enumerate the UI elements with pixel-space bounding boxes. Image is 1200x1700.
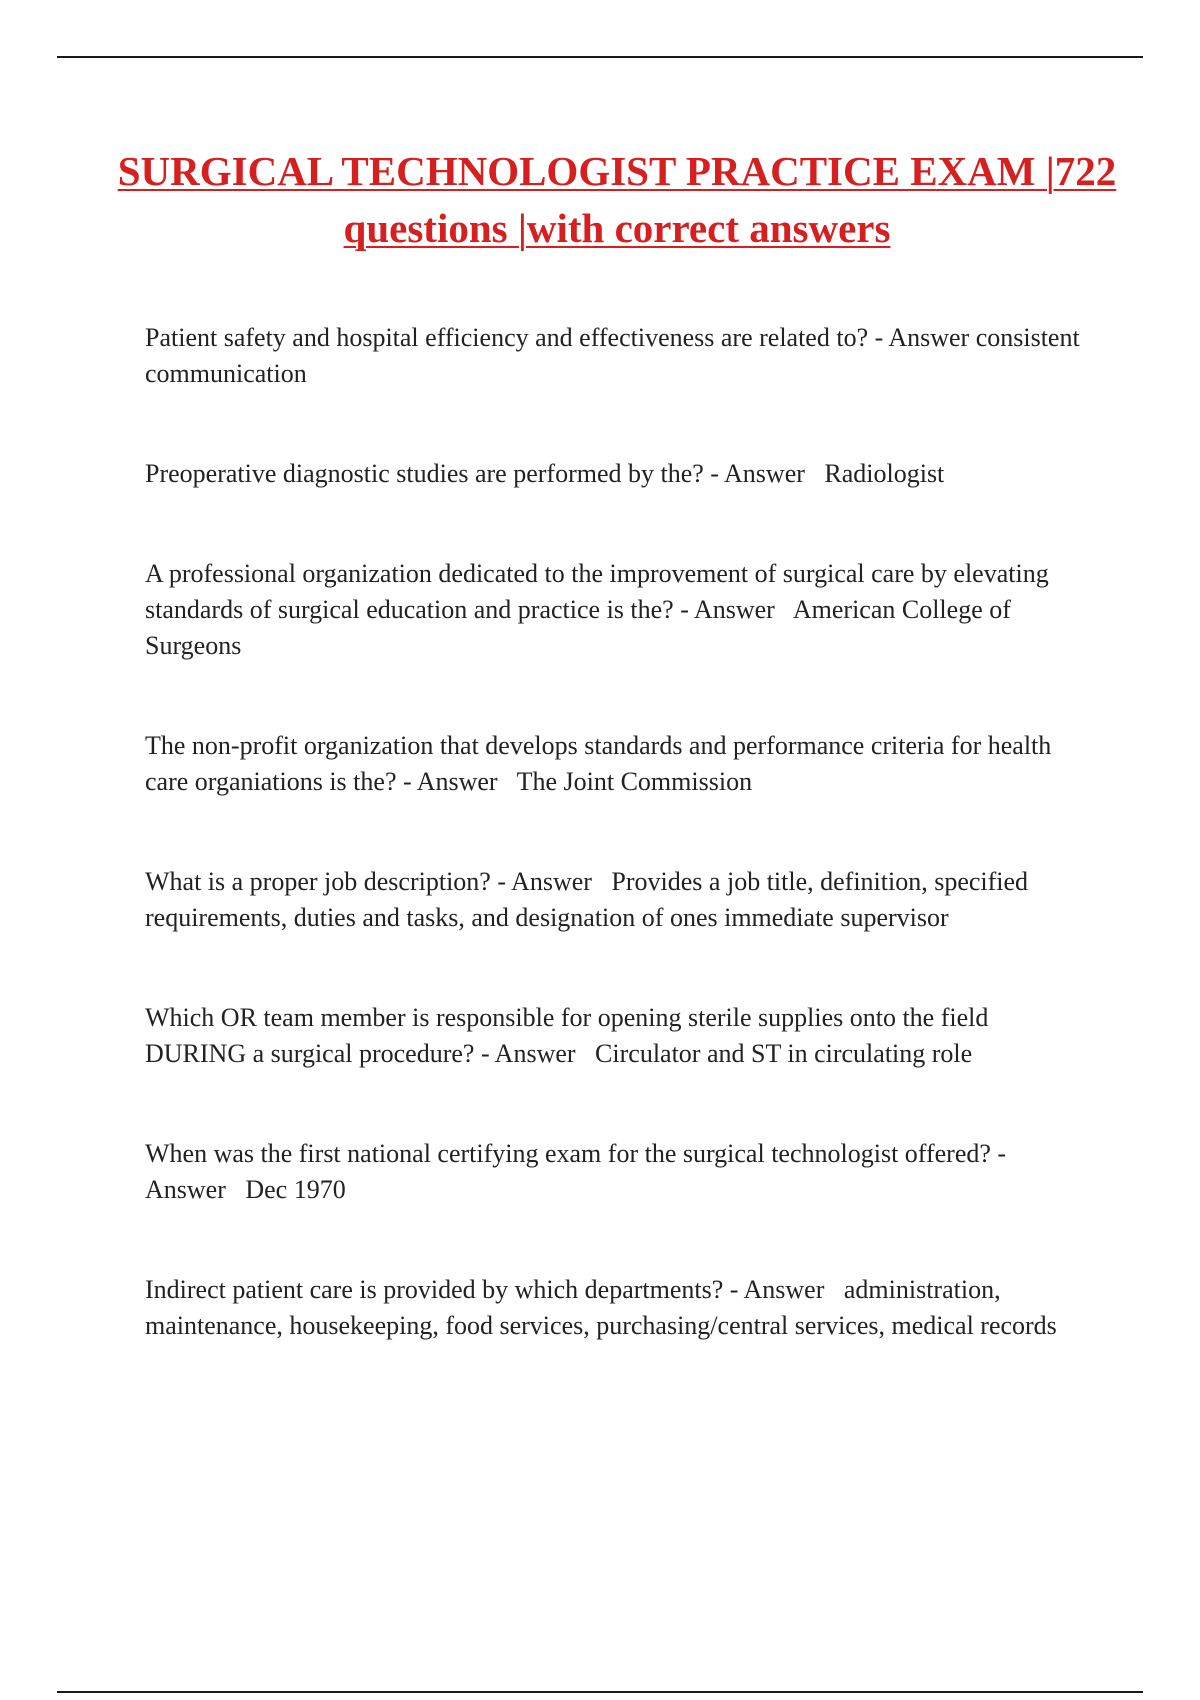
top-rule	[57, 56, 1143, 58]
qa-item: A professional organization dedicated to the improvement of surgical care by elevating standards of surgical education and practice is the? - Answer American College of Surgeons	[145, 559, 1056, 660]
qa-item: When was the first national certifying exam for the surgical technologist offered? - Answer Dec 1970	[145, 1139, 1012, 1204]
qa-item: Patient safety and hospital efficiency and effectiveness are related to? - Answer consistent communication	[145, 323, 1087, 388]
qa-list	[145, 320, 1085, 1408]
qa-item: The non-profit organization that develops standards and performance criteria for health care organiations is the? - Answer The Joint Commission	[145, 731, 1058, 796]
bottom-rule	[57, 1691, 1143, 1693]
qa-item: Preoperative diagnostic studies are performed by the? - Answer Radiologist	[145, 459, 945, 488]
qa-item: What is a proper job description? - Answer Provides a job title, definition, specified requirements, duties and tasks, and designation of ones immediate supervisor	[145, 867, 1035, 932]
document-title: SURGICAL TECHNOLOGIST PRACTICE EXAM |722 questions |with correct answers	[117, 148, 1117, 251]
qa-item: Indirect patient care is provided by which departments? - Answer administration, maintenance, housekeeping, food services, purchasing/central services, medical records	[145, 1275, 1057, 1340]
qa-item: Which OR team member is responsible for opening sterile supplies onto the field DURING a surgical procedure? - Answer Circulator and ST in circulating role	[145, 1003, 995, 1068]
